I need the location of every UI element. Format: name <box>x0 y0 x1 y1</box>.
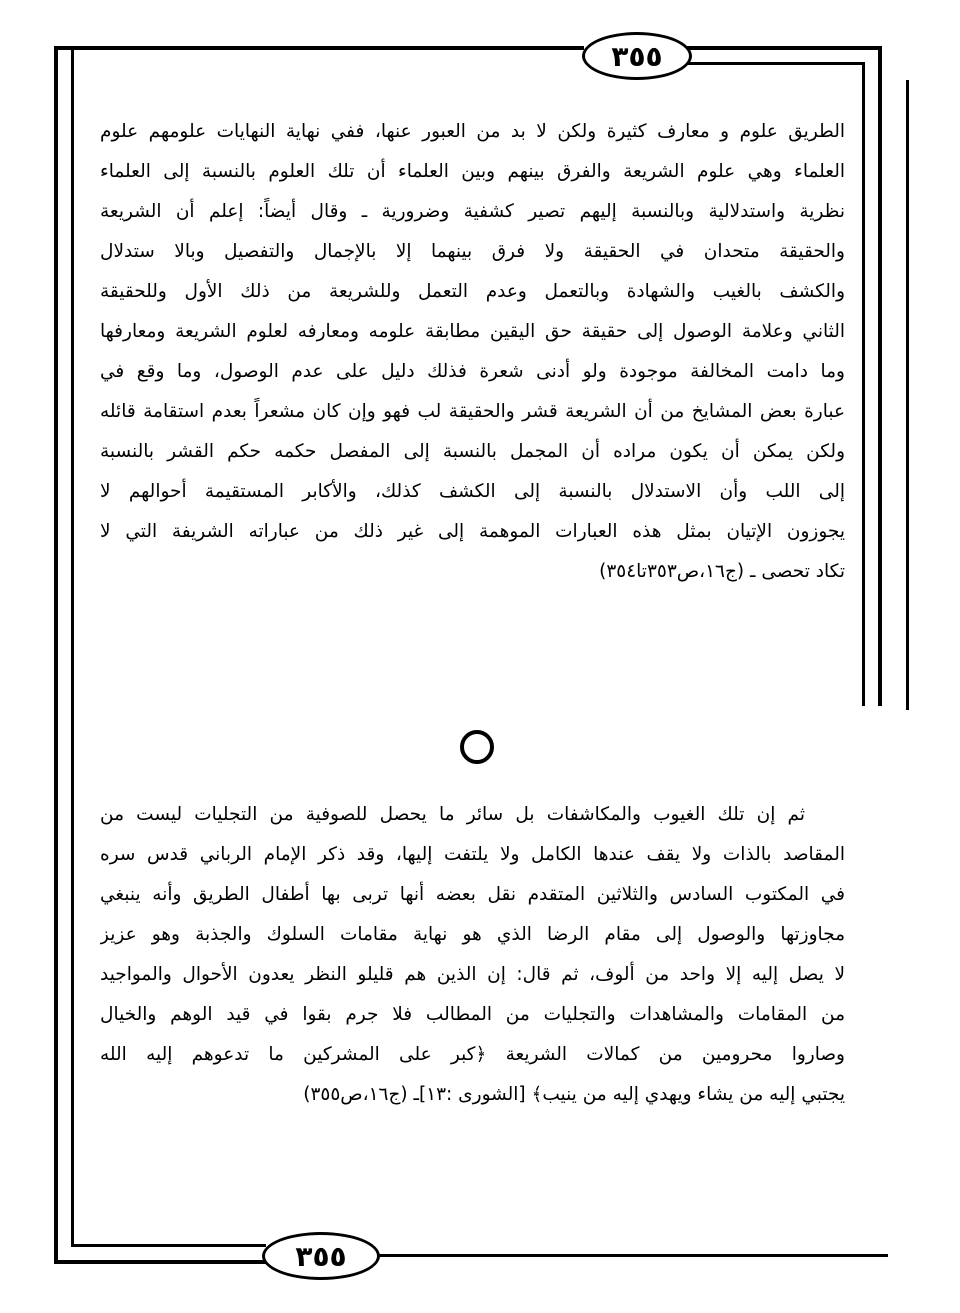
passage-2-line: من المقامات والمشاهدات والتجليات من المطالب فلا جرم بقوا في قيد الوهم والخيال <box>100 1004 845 1025</box>
section-divider-circle-icon <box>460 730 494 764</box>
passage-1-line: عبارة بعض المشايخ من أن الشريعة قشر والحقيقة لب فهو وإن كان مشعراً بعدم استقامة قائله <box>100 401 845 422</box>
passage-1-line: الطريق علوم و معارف كثيرة ولكن لا بد من العبور عنها، ففي نهاية النهايات علومهم علوم <box>100 121 845 142</box>
footer-page-number <box>262 1232 380 1280</box>
frame-right-inner <box>862 62 865 706</box>
passage-2-line: المقاصد بالذات ولا يقف عندها الكامل ولا يلتفت إليها، وقد ذكر الإمام الرباني قدس سره <box>100 844 845 865</box>
frame-right-tail <box>906 80 909 710</box>
passage-1-line: العلماء وهي علوم الشريعة والفرق بينهم وبين العلماء أن تلك العلوم بالنسبة إلى العلماء <box>100 161 845 182</box>
frame-left-outer <box>54 46 58 1263</box>
passage-1-line: والحقيقة متحدان في الحقيقة ولا فرق بينهما إلا بالإجمال والتفصيل وبالا ستدلال <box>100 241 845 262</box>
passage-1-line: إلى اللب وأن الاستدلال بالنسبة إلى الكشف كذلك، والأكابر المستقيمة أحوالهم لا <box>100 481 845 502</box>
passage-2 <box>100 795 845 1115</box>
passage-2-line: مجاوزتها والوصول إلى مقام الرضا الذي هو نهاية مقامات السلوك والجذبة وهو عزيز <box>100 924 845 945</box>
passage-1-line: وما دامت المخالفة موجودة ولو أدنى شعرة فذلك دليل على عدم الوصول، وما وقع في <box>100 361 845 382</box>
frame-top-left <box>54 46 584 50</box>
passage-2-line: لا يصل إليه إلا واحد من ألوف، ثم قال: إن الذين هم قليلو النظر يعدون الأحوال والمواجيد <box>100 964 845 985</box>
passage-2-line: في المكتوب السادس والثلاثين المتقدم نقل بعضه أنها تربى بها أطفال الطريق وأنه ينبغي <box>100 884 845 905</box>
passage-2-line: ثم إن تلك الغيوب والمكاشفات بل سائر ما يحصل للصوفية من التجليات ليست من <box>100 804 805 825</box>
header-page-number-text: ٣٥٥ <box>611 39 663 73</box>
passage-2-line: وصاروا محرومين من كمالات الشريعة ﴿كبر على المشركين ما تدعوهم إليه الله <box>100 1044 845 1065</box>
frame-bottom-right <box>372 1254 888 1257</box>
passage-1-line: ولكن يمكن أن يكون مراده أن المجمل بالنسبة إلى المفصل حكمه حكم القشر بالنسبة <box>100 441 845 462</box>
frame-right-outer <box>878 46 882 706</box>
footer-page-number-text: ٣٥٥ <box>295 1239 347 1273</box>
frame-top-right <box>686 46 880 50</box>
passage-1-line: الثاني وعلامة الوصول إلى حقيقة حق اليقين مطابقة علومه ومعارفه لعلوم الشريعة ومعارفها <box>100 321 845 342</box>
passage-1-line: يجوزون الإتيان بمثل هذه العبارات الموهمة إلى غير ذلك من عباراته الشريفة التي لا <box>100 521 845 542</box>
frame-left-inner <box>71 46 74 1246</box>
passage-1-line: تكاد تحصى ـ (ج١٦،ص٣٥٣تا٣٥٤) <box>599 561 845 582</box>
header-page-number <box>582 32 692 80</box>
passage-2-line: يجتبي إليه من يشاء ويهدي إليه من ينيب﴾ [الشورى :١٣]ـ (ج١٦،ص٣٥٥) <box>303 1084 845 1105</box>
passage-1-line: نظرية واستدلالية وبالنسبة إليهم تصير كشفية وضرورية ـ وقال أيضاً: إعلم أن الشريعة <box>100 201 845 222</box>
passage-1-line: والكشف بالغيب والشهادة وبالتعمل وعدم التعمل وللشريعة من ذلك الأول وللحقيقة <box>100 281 845 302</box>
passage-1 <box>100 112 845 592</box>
frame-bottom-left-outer <box>54 1260 266 1264</box>
frame-top-right-inner <box>686 62 864 65</box>
frame-bottom-left-inner <box>71 1244 266 1247</box>
